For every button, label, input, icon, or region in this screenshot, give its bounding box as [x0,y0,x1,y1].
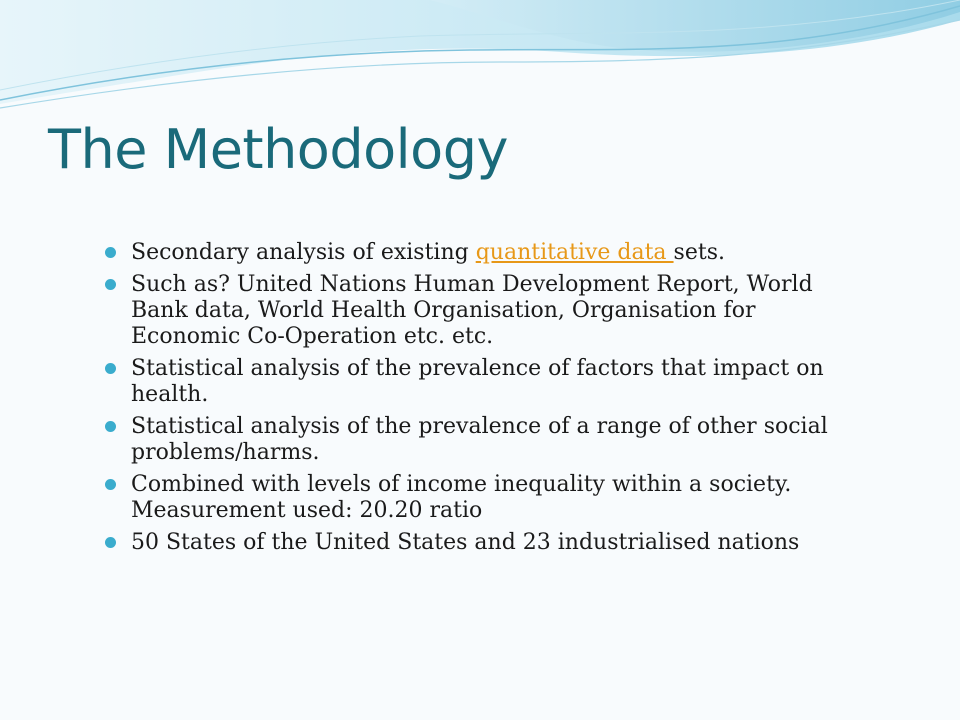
bullet-item [104,530,864,556]
bullet-dot-icon [105,421,116,432]
bullet-item [104,272,864,350]
bullet-text: 50 States of the United States and 23 industrialised nations [131,530,800,555]
slide-title: The Methodology [48,118,508,181]
quantitative-data-link[interactable]: quantitative data [475,240,674,265]
decorative-wave-banner [0,0,960,120]
bullet-dot-icon [105,363,116,374]
bullet-dot-icon [105,479,116,490]
bullet-text: Statistical analysis of the prevalence of a range of other social problems/harms. [131,414,828,465]
bullet-dot-icon [105,247,116,258]
bullet-list [104,240,864,562]
bullet-text: Combined with levels of income inequality within a society. Measurement used: 20.20 ratio [131,472,792,523]
bullet-item [104,356,864,408]
bullet-dot-icon [105,537,116,548]
bullet-item [104,414,864,466]
bullet-text: sets. [673,240,725,265]
bullet-item [104,472,864,524]
bullet-dot-icon [105,279,116,290]
bullet-text: Secondary analysis of existing [131,240,476,265]
bullet-text: Statistical analysis of the prevalence of factors that impact on health. [131,356,824,407]
bullet-text: Such as? United Nations Human Development Report, World Bank data, World Health Organisation, Organisation for Economic Co-Operation etc. etc. [131,272,813,349]
bullet-item [104,240,864,266]
